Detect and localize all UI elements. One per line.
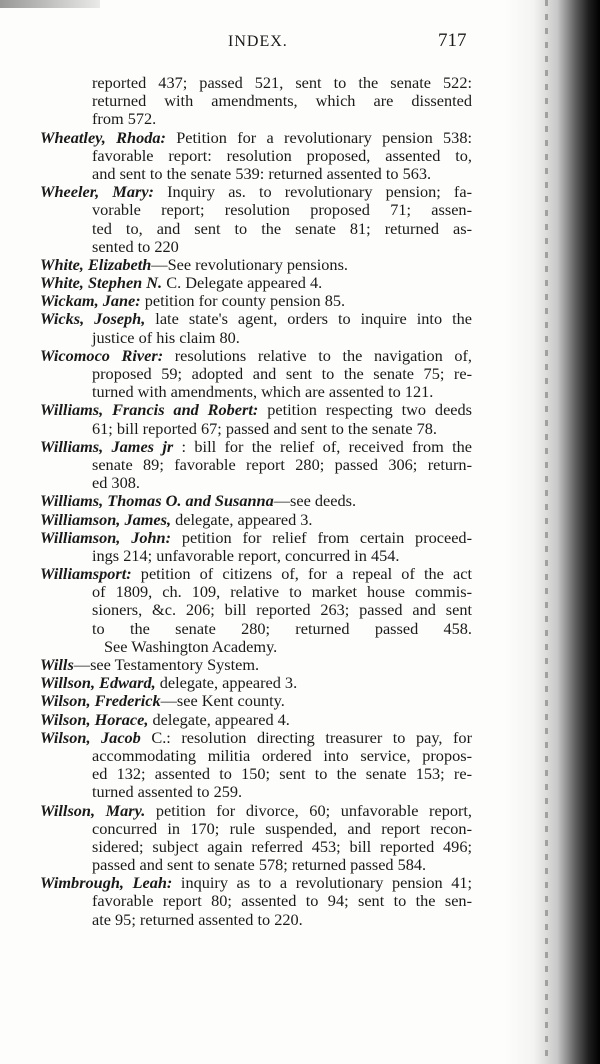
entry-line [40, 729, 472, 747]
entry-line [40, 347, 472, 365]
index-entry [40, 183, 472, 256]
entry-line [40, 238, 472, 256]
index-entry [40, 310, 472, 346]
entry-heading: White, Stephen N. [40, 273, 163, 293]
entry-line [40, 838, 472, 856]
index-entry [40, 292, 472, 310]
entry-text: resolutions relative to the navigation of, [163, 346, 472, 365]
page-number: 717 [438, 30, 467, 51]
entry-line [40, 802, 472, 820]
entry-text: ted to, and sent to the senate 81; returned as- [92, 219, 472, 238]
index-entry [40, 874, 472, 929]
index-entry [40, 674, 472, 692]
entry-text: C.: resolution directing treasurer to pay, for [140, 728, 472, 747]
entry-heading: Wheeler, Mary: [40, 183, 154, 202]
entry-text: accommodating militia ordered into service, propos- [92, 746, 472, 765]
entry-text: passed and sent to senate 578; returned passed 584. [92, 855, 427, 875]
entry-line [40, 183, 472, 201]
entry-heading: White, Elizabeth [40, 254, 152, 274]
entry-text: Inquiry as. to revolutionary pension; fa- [153, 183, 472, 202]
entry-heading: Wilson, Frederick [40, 691, 161, 711]
index-entry [40, 347, 472, 402]
entry-line [40, 783, 472, 801]
entry-line [40, 492, 472, 510]
entry-text: petition for relief from certain proceed- [171, 528, 472, 547]
entry-text: ings 214; unfavorable report, concurred in 454. [92, 545, 400, 565]
index-entry [40, 256, 472, 274]
index-entry [40, 529, 472, 565]
entry-line [40, 892, 472, 910]
entry-text: —see Kent county. [160, 691, 285, 711]
entry-line [40, 529, 472, 547]
entry-text: delegate, appeared 3. [155, 673, 298, 693]
entry-heading: Wimbrough, Leah: [40, 874, 173, 893]
entry-text: from 572. [92, 109, 157, 129]
entry-text: ed 308. [92, 473, 140, 493]
entry-text: vorable report; resolution proposed 71; assen- [92, 201, 472, 220]
entry-line [40, 874, 472, 892]
entry-heading: Wicks, Joseph, [40, 310, 146, 329]
entry-text: ed 132; assented to 150; sent to the senate 153; re- [92, 765, 472, 784]
entry-line [40, 674, 472, 692]
entry-line [40, 165, 472, 183]
entry-line [40, 547, 472, 565]
index-entries [40, 74, 472, 929]
entry-text: turned assented to 259. [92, 782, 243, 802]
index-entry [40, 729, 472, 802]
entry-line [40, 474, 472, 492]
entry-line [40, 420, 472, 438]
page-header [0, 30, 600, 54]
index-entry [40, 711, 472, 729]
entry-line [40, 620, 472, 638]
entry-line [40, 110, 472, 128]
entry-text: justice of his claim 80. [92, 327, 240, 347]
index-entry [40, 438, 472, 493]
entry-text: reported 437; passed 521, sent to the senate 522: [92, 74, 472, 92]
entry-line [40, 365, 472, 383]
entry-line [40, 220, 472, 238]
entry-heading: Williams, Francis and Robert: [40, 401, 259, 420]
entry-heading: Willson, Edward, [40, 673, 156, 693]
running-title: INDEX. [228, 33, 288, 50]
entry-line [40, 511, 472, 529]
entry-line [40, 438, 472, 456]
index-entry [40, 565, 472, 656]
entry-heading: Wickam, Jane: [40, 291, 141, 311]
entry-line [40, 329, 472, 347]
entry-text: See Washington Academy. [104, 636, 278, 656]
entry-text: petition for divorce, 60; unfavorable report, [145, 801, 472, 820]
entry-text: concurred in 170; rule suspended, and report recon- [92, 819, 472, 838]
entry-text: Petition for a revolutionary pension 538: [165, 128, 472, 147]
entry-text: sioners, &c. 206; bill reported 263; passed and sent [92, 601, 472, 620]
entry-line [40, 565, 472, 583]
entry-line [40, 765, 472, 783]
entry-text: of 1809, ch. 109, relative to market house commis- [92, 583, 472, 602]
entry-text: ate 95; returned assented to 220. [92, 909, 303, 929]
entry-text: senate 89; favorable report 280; passed 306; return- [92, 455, 472, 474]
entry-line [40, 747, 472, 765]
entry-line [40, 656, 472, 674]
entry-heading: Wilson, Horace, [40, 709, 149, 729]
entry-text: : bill for the relief of, received from the [173, 437, 472, 456]
index-entry [40, 401, 472, 437]
entry-heading: Willson, Mary. [40, 801, 146, 820]
entry-text: sidered; subject again referred 453; bill reported 496; [92, 837, 472, 856]
index-entry [40, 692, 472, 710]
index-entry [40, 274, 472, 292]
entry-line [40, 820, 472, 838]
entry-line [40, 856, 472, 874]
entry-text: inquiry as to a revolutionary pension 41; [172, 874, 472, 893]
entry-text: 61; bill reported 67; passed and sent to the senate 78. [92, 418, 437, 438]
entry-line [40, 911, 472, 929]
entry-line [40, 638, 472, 656]
entry-line [40, 256, 472, 274]
entry-text: petition of citizens of, for a repeal of the act [131, 565, 472, 584]
entry-text: late state's agent, orders to inquire into the [145, 310, 472, 329]
entry-line [40, 310, 472, 328]
index-entry [40, 802, 472, 875]
scan-border [505, 0, 600, 1064]
entry-heading: Wheatley, Rhoda: [40, 128, 166, 147]
index-entry [40, 492, 472, 510]
entry-line [40, 692, 472, 710]
index-entry [40, 74, 472, 129]
entry-text: to the senate 280; returned passed 458. [92, 619, 472, 638]
entry-line [40, 92, 472, 110]
entry-text: sented to 220 [92, 236, 179, 256]
entry-text: —See revolutionary pensions. [151, 254, 348, 274]
entry-heading: Williamsport: [40, 565, 132, 584]
entry-text: turned with amendments, which are assented to 121. [92, 382, 434, 402]
entry-line [40, 129, 472, 147]
entry-text: returned with amendments, which are dissented [92, 92, 472, 111]
entry-heading: Williams, Thomas O. and Susanna [40, 491, 274, 511]
entry-text: petition respecting two deeds [258, 401, 472, 420]
entry-line [40, 147, 472, 165]
entry-line [40, 583, 472, 601]
entry-heading: Wicomoco River: [40, 346, 164, 365]
entry-text: favorable report: resolution proposed, assented to, [92, 146, 472, 165]
entry-heading: Williamson, James, [40, 509, 172, 529]
entry-text: delegate, appeared 4. [148, 709, 290, 729]
entry-line [40, 456, 472, 474]
entry-heading: Williams, James jr [40, 437, 174, 456]
index-entry [40, 511, 472, 529]
entry-text: and sent to the senate 539: returned assented to 563. [92, 163, 432, 183]
entry-text: —see deeds. [273, 491, 357, 511]
entry-line [40, 74, 472, 92]
entry-line [40, 401, 472, 419]
entry-heading: Wills [40, 655, 74, 674]
entry-line [40, 383, 472, 401]
entry-line [40, 292, 472, 310]
entry-text: C. Delegate appeared 4. [162, 273, 323, 293]
index-entry [40, 656, 472, 674]
entry-text: proposed 59; adopted and sent to the senate 75; re- [92, 365, 472, 383]
entry-line [40, 711, 472, 729]
entry-text: delegate, appeared 3. [171, 509, 313, 529]
entry-heading: Williamson, John: [40, 528, 172, 547]
entry-text: favorable report 80; assented to 94; sent to the sen- [92, 892, 472, 911]
entry-line [40, 601, 472, 619]
entry-heading: Wilson, Jacob [40, 728, 141, 747]
scan-border-top [0, 0, 100, 8]
entry-text: petition for county pension 85. [140, 291, 346, 311]
entry-line [40, 274, 472, 292]
index-entry [40, 129, 472, 184]
entry-line [40, 201, 472, 219]
entry-text: —see Testamentory System. [73, 655, 260, 674]
